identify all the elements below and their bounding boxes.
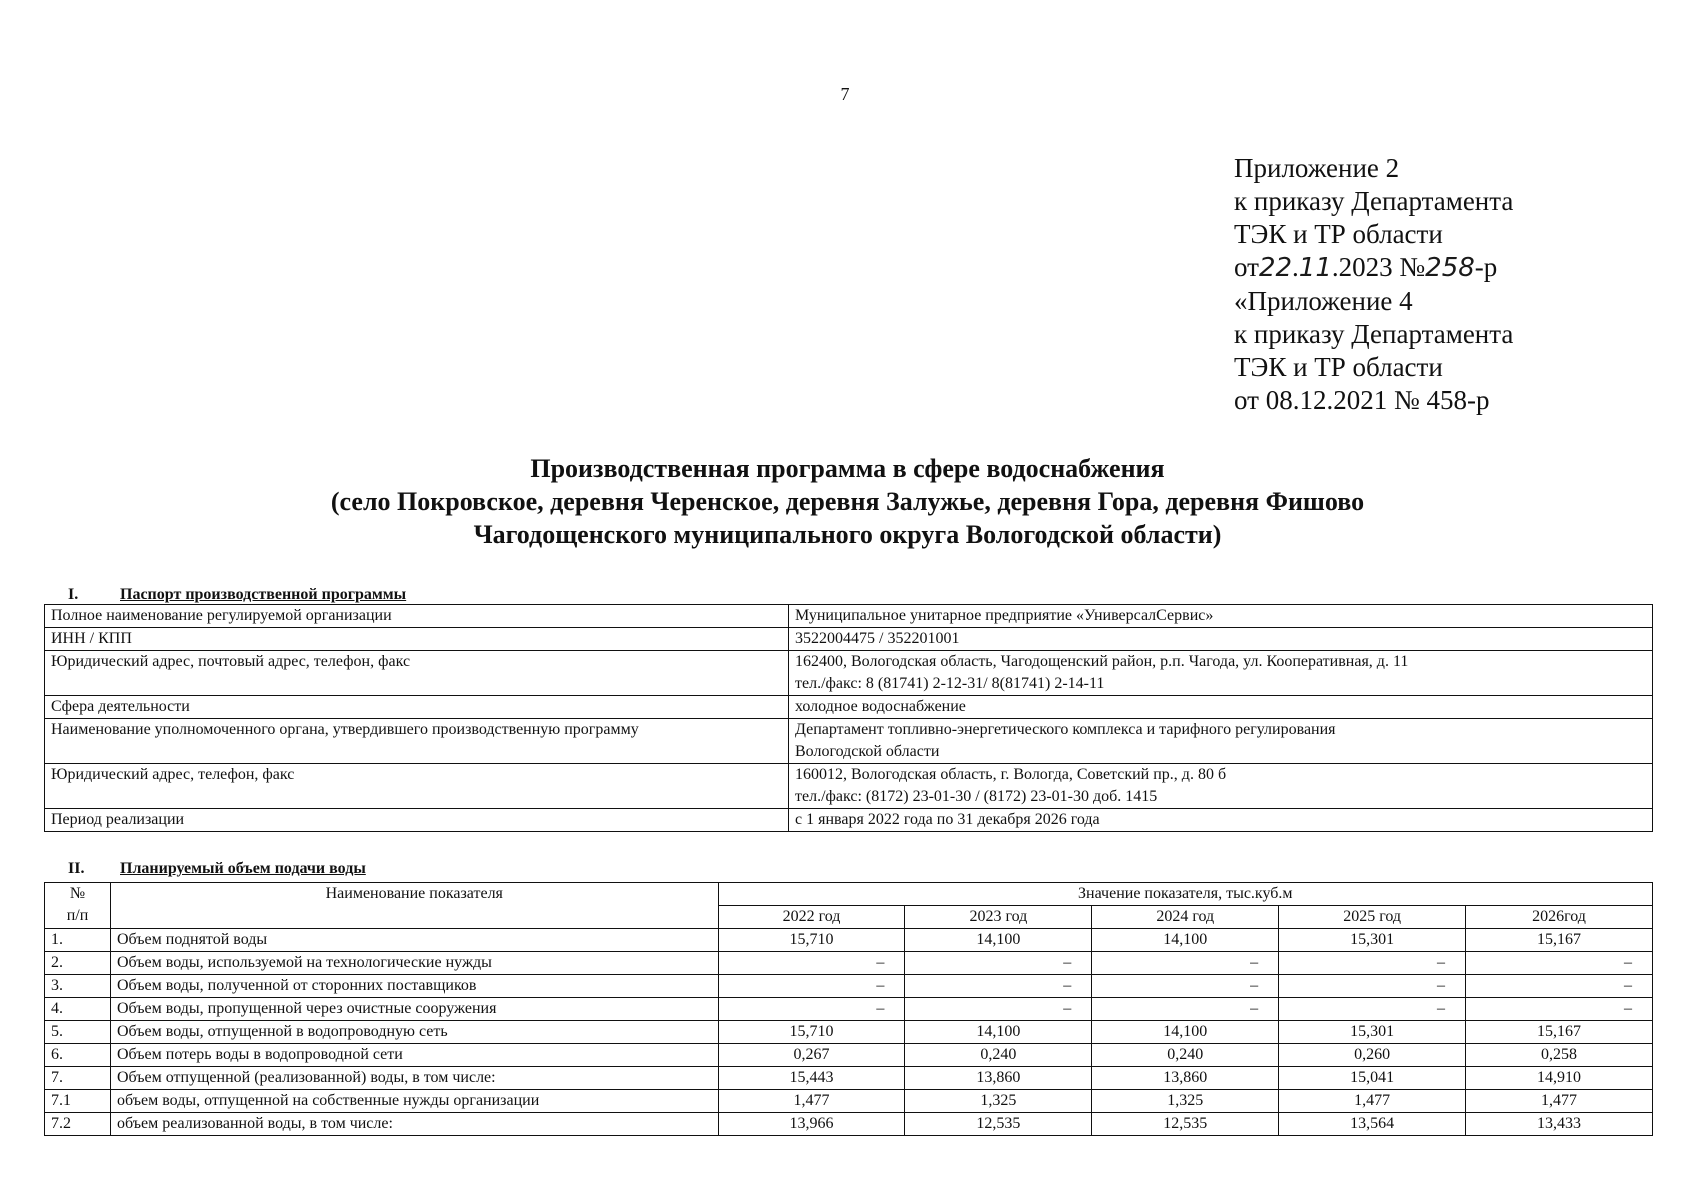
indicator-value: – (1279, 952, 1466, 975)
header-number-line: п/п (66, 907, 89, 924)
header-number-line: № (69, 885, 86, 902)
indicator-value: 12,535 (905, 1113, 1092, 1136)
indicator-value: – (1092, 975, 1279, 998)
indicator-value: 14,100 (905, 1021, 1092, 1044)
indicator-value: 13,564 (1279, 1113, 1466, 1136)
row-number: 7.1 (45, 1090, 111, 1113)
indicator-value: – (1279, 998, 1466, 1021)
row-number: 4. (45, 998, 111, 1021)
indicator-value: 15,710 (718, 1021, 905, 1044)
title-line: Чагодощенского муниципального округа Вологодской области) (473, 520, 1222, 549)
table-row (45, 929, 1653, 952)
indicator-value: – (1466, 998, 1653, 1021)
page-number: 7 (840, 84, 850, 104)
handwritten-order-number: 258 (1425, 253, 1475, 283)
attachment-line: ТЭК и ТР области (1234, 219, 1443, 249)
indicator-value: 13,860 (1092, 1067, 1279, 1090)
date-year: .2023 № (1331, 252, 1426, 282)
water-volume-table (44, 882, 1653, 1136)
handwritten-day: 22 (1258, 253, 1293, 283)
column-header-value-group: Значение показателя, тыс.куб.м (718, 883, 1652, 906)
table-row (45, 1113, 1653, 1136)
indicator-value: – (1466, 952, 1653, 975)
row-number: 6. (45, 1044, 111, 1067)
indicator-value: 15,710 (718, 929, 905, 952)
passport-value (789, 696, 1653, 719)
row-number: 3. (45, 975, 111, 998)
indicator-name: Объем воды, пропущенной через очистные сооружения (110, 998, 718, 1021)
indicator-value: 1,477 (1466, 1090, 1653, 1113)
column-header-year: 2022 год (718, 906, 905, 929)
section-heading-passport (68, 586, 406, 604)
column-header-year: 2023 год (905, 906, 1092, 929)
passport-value-line: холодное водоснабжение (795, 698, 966, 715)
indicator-value: 1,477 (1279, 1090, 1466, 1113)
passport-value-line: 162400, Вологодская область, Чагодощенский район, р.п. Чагода, ул. Кооперативная, д. 11 (795, 653, 1409, 670)
passport-value-line: тел./факс: (8172) 23-01-30 / (8172) 23-01-30 доб. 1415 (795, 788, 1158, 805)
section-title: Планируемый объем подачи воды (120, 860, 366, 877)
passport-value-line: Вологодской области (795, 743, 940, 760)
indicator-value: – (905, 952, 1092, 975)
indicator-value: 14,100 (1092, 1021, 1279, 1044)
column-header-year: 2024 год (1092, 906, 1279, 929)
attachment-date-line (1234, 251, 1513, 285)
document-title (0, 452, 1695, 551)
row-number: 2. (45, 952, 111, 975)
passport-label: Юридический адрес, телефон, факс (45, 764, 789, 809)
attachment-line: от 08.12.2021 № 458-р (1234, 385, 1490, 415)
handwritten-month: 11 (1298, 253, 1332, 283)
table-row (45, 975, 1653, 998)
indicator-name: Объем потерь воды в водопроводной сети (110, 1044, 718, 1067)
passport-label: Период реализации (45, 809, 789, 832)
indicator-value: 15,443 (718, 1067, 905, 1090)
attachment-line: ТЭК и ТР области (1234, 352, 1443, 382)
date-separator: . (1292, 252, 1299, 282)
passport-row (45, 605, 1653, 628)
attachment-line: к приказу Департамента (1234, 319, 1514, 349)
passport-row (45, 764, 1653, 809)
indicator-value: 1,325 (905, 1090, 1092, 1113)
column-header-number (45, 883, 111, 929)
column-header-year: 2026год (1466, 906, 1653, 929)
indicator-value: 15,167 (1466, 1021, 1653, 1044)
indicator-value: – (1092, 952, 1279, 975)
section-heading-volume (68, 860, 366, 878)
indicator-value: 0,240 (905, 1044, 1092, 1067)
passport-value-line: тел./факс: 8 (81741) 2-12-31/ 8(81741) 2-14-11 (795, 675, 1105, 692)
passport-value (789, 605, 1653, 628)
passport-value-line: Муниципальное унитарное предприятие «УниверсалСервис» (795, 607, 1214, 624)
passport-value (789, 719, 1653, 764)
indicator-value: – (1466, 975, 1653, 998)
row-number: 1. (45, 929, 111, 952)
title-line: (село Покровское, деревня Черенское, деревня Залужье, деревня Гора, деревня Фишово (330, 487, 1365, 516)
indicator-value: – (1279, 975, 1466, 998)
indicator-value: – (718, 975, 905, 998)
passport-value (789, 628, 1653, 651)
indicator-value: 13,433 (1466, 1113, 1653, 1136)
indicator-name: Объем воды, используемой на технологические нужды (110, 952, 718, 975)
indicator-value: – (718, 952, 905, 975)
row-number: 5. (45, 1021, 111, 1044)
indicator-value: – (905, 998, 1092, 1021)
section-number: I. (68, 586, 79, 603)
attachment-line: к приказу Департамента (1234, 186, 1514, 216)
indicator-value: 15,301 (1279, 929, 1466, 952)
column-header-indicator: Наименование показателя (110, 883, 718, 929)
row-number: 7.2 (45, 1113, 111, 1136)
indicator-value: 15,301 (1279, 1021, 1466, 1044)
table-row (45, 952, 1653, 975)
passport-label: Юридический адрес, почтовый адрес, телефон, факс (45, 651, 789, 696)
indicator-value: 0,258 (1466, 1044, 1653, 1067)
indicator-value: 13,966 (718, 1113, 905, 1136)
table-row (45, 1021, 1653, 1044)
indicator-name: Объем воды, полученной от сторонних поставщиков (110, 975, 718, 998)
indicator-value: 1,325 (1092, 1090, 1279, 1113)
passport-value (789, 809, 1653, 832)
passport-value (789, 764, 1653, 809)
row-number: 7. (45, 1067, 111, 1090)
indicator-value: 0,240 (1092, 1044, 1279, 1067)
order-suffix: -р (1474, 252, 1498, 282)
indicator-value: 0,267 (718, 1044, 905, 1067)
table-row (45, 1044, 1653, 1067)
table-row (45, 998, 1653, 1021)
attachment-line: Приложение 2 (1234, 153, 1400, 183)
indicator-name: Объем отпущенной (реализованной) воды, в том числе: (110, 1067, 718, 1090)
indicator-value: – (905, 975, 1092, 998)
table-row (45, 1090, 1653, 1113)
column-header-year: 2025 год (1279, 906, 1466, 929)
indicator-name: Объем воды, отпущенной в водопроводную сеть (110, 1021, 718, 1044)
indicator-value: – (1092, 998, 1279, 1021)
indicator-value: 1,477 (718, 1090, 905, 1113)
indicator-name: Объем поднятой воды (110, 929, 718, 952)
passport-row (45, 628, 1653, 651)
passport-row (45, 651, 1653, 696)
indicator-value: 0,260 (1279, 1044, 1466, 1067)
passport-row (45, 719, 1653, 764)
passport-table (44, 604, 1653, 832)
indicator-value: 15,041 (1279, 1067, 1466, 1090)
passport-value-line: 3522004475 / 352201001 (795, 630, 960, 647)
date-prefix: от (1234, 252, 1259, 282)
passport-label: Полное наименование регулируемой организации (45, 605, 789, 628)
passport-row (45, 809, 1653, 832)
indicator-name: объем воды, отпущенной на собственные нужды организации (110, 1090, 718, 1113)
attachment-block (1234, 152, 1513, 417)
indicator-value: 14,910 (1466, 1067, 1653, 1090)
passport-label: Сфера деятельности (45, 696, 789, 719)
indicator-value: 12,535 (1092, 1113, 1279, 1136)
passport-value-line: с 1 января 2022 года по 31 декабря 2026 года (795, 811, 1100, 828)
section-title: Паспорт производственной программы (120, 586, 407, 603)
indicator-name: объем реализованной воды, в том числе: (110, 1113, 718, 1136)
section-number: II. (68, 860, 85, 877)
indicator-value: 14,100 (905, 929, 1092, 952)
passport-value-line: Департамент топливно-энергетического комплекса и тарифного регулирования (795, 721, 1336, 738)
passport-label: Наименование уполномоченного органа, утвердившего производственную программу (45, 719, 789, 764)
indicator-value: 13,860 (905, 1067, 1092, 1090)
indicator-value: – (718, 998, 905, 1021)
passport-value (789, 651, 1653, 696)
passport-row (45, 696, 1653, 719)
indicator-value: 15,167 (1466, 929, 1653, 952)
title-line: Производственная программа в сфере водоснабжения (530, 454, 1165, 483)
passport-label: ИНН / КПП (45, 628, 789, 651)
indicator-value: 14,100 (1092, 929, 1279, 952)
table-row (45, 1067, 1653, 1090)
attachment-line: «Приложение 4 (1234, 286, 1413, 316)
passport-value-line: 160012, Вологодская область, г. Вологда, Советский пр., д. 80 б (795, 766, 1227, 783)
